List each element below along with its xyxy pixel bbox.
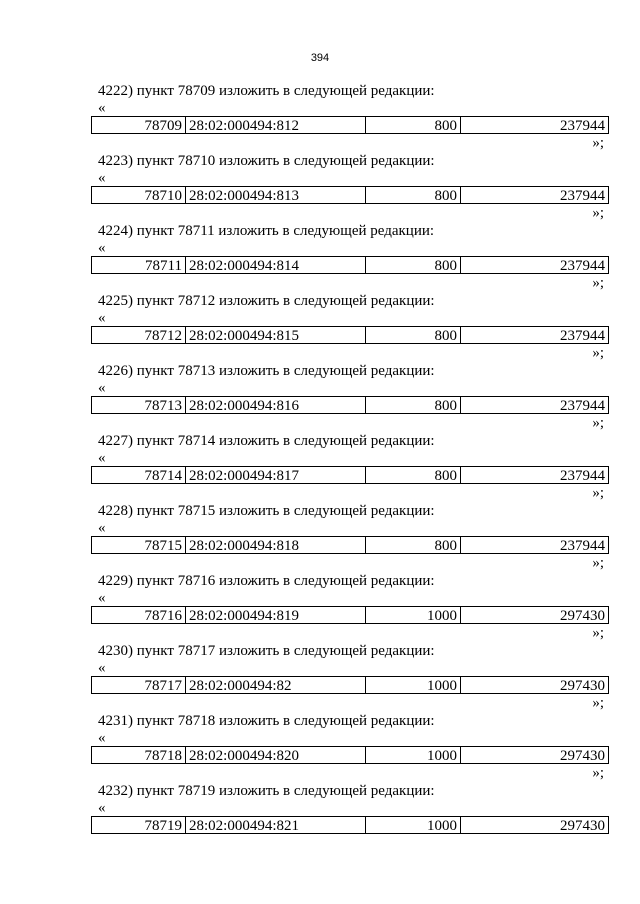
amendment-heading: 4229) пункт 78716 изложить в следующей редакции: <box>98 573 435 589</box>
item-number-cell: 78710 <box>92 187 186 203</box>
amendment-entry <box>0 82 640 152</box>
area-cell: 800 <box>366 187 461 203</box>
amendment-entry <box>0 432 640 502</box>
table-row <box>91 676 609 694</box>
cadastral-number-cell: 28:02:000494:821 <box>186 817 366 833</box>
closing-quote: »; <box>592 555 604 571</box>
area-cell: 1000 <box>366 747 461 763</box>
opening-quote: « <box>98 660 106 676</box>
value-cell: 297430 <box>560 818 605 833</box>
amendment-entry <box>0 502 640 572</box>
area-cell: 1000 <box>366 677 461 693</box>
closing-quote: »; <box>592 625 604 641</box>
cadastral-number-cell: 28:02:000494:814 <box>186 257 366 273</box>
table-row <box>91 536 609 554</box>
closing-quote: »; <box>592 135 604 151</box>
value-cell: 297430 <box>560 678 605 693</box>
closing-quote: »; <box>592 205 604 221</box>
amendment-entry <box>0 152 640 222</box>
amendment-entry <box>0 362 640 432</box>
amendment-entry <box>0 782 640 852</box>
opening-quote: « <box>98 240 106 256</box>
value-cell: 237944 <box>560 118 605 133</box>
value-cell: 237944 <box>560 468 605 483</box>
amendment-list <box>0 82 640 852</box>
value-cell: 237944 <box>560 258 605 273</box>
opening-quote: « <box>98 590 106 606</box>
amendment-entry <box>0 712 640 782</box>
amendment-heading: 4228) пункт 78715 изложить в следующей редакции: <box>98 503 435 519</box>
amendment-heading: 4225) пункт 78712 изложить в следующей редакции: <box>98 293 435 309</box>
value-cell: 237944 <box>560 328 605 343</box>
page-number: 394 <box>310 52 330 64</box>
area-cell: 800 <box>366 117 461 133</box>
table-row <box>91 116 609 134</box>
area-cell: 1000 <box>366 607 461 623</box>
opening-quote: « <box>98 380 106 396</box>
cadastral-number-cell: 28:02:000494:82 <box>186 677 366 693</box>
amendment-heading: 4222) пункт 78709 изложить в следующей редакции: <box>98 83 435 99</box>
cadastral-number-cell: 28:02:000494:818 <box>186 537 366 553</box>
opening-quote: « <box>98 730 106 746</box>
item-number-cell: 78716 <box>92 607 186 623</box>
closing-quote: »; <box>592 275 604 291</box>
value-cell: 237944 <box>560 538 605 553</box>
table-row <box>91 396 609 414</box>
table-row <box>91 606 609 624</box>
amendment-entry <box>0 292 640 362</box>
item-number-cell: 78712 <box>92 327 186 343</box>
amendment-heading: 4224) пункт 78711 изложить в следующей редакции: <box>98 223 435 239</box>
amendment-heading: 4223) пункт 78710 изложить в следующей редакции: <box>98 153 435 169</box>
item-number-cell: 78717 <box>92 677 186 693</box>
value-cell: 237944 <box>560 398 605 413</box>
cadastral-number-cell: 28:02:000494:820 <box>186 747 366 763</box>
cadastral-number-cell: 28:02:000494:815 <box>186 327 366 343</box>
item-number-cell: 78715 <box>92 537 186 553</box>
table-row <box>91 186 609 204</box>
cadastral-number-cell: 28:02:000494:817 <box>186 467 366 483</box>
item-number-cell: 78713 <box>92 397 186 413</box>
cadastral-number-cell: 28:02:000494:816 <box>186 397 366 413</box>
cadastral-number-cell: 28:02:000494:812 <box>186 117 366 133</box>
amendment-entry <box>0 222 640 292</box>
table-row <box>91 746 609 764</box>
amendment-entry <box>0 572 640 642</box>
opening-quote: « <box>98 170 106 186</box>
item-number-cell: 78709 <box>92 117 186 133</box>
opening-quote: « <box>98 520 106 536</box>
opening-quote: « <box>98 800 106 816</box>
closing-quote: »; <box>592 345 604 361</box>
opening-quote: « <box>98 450 106 466</box>
value-cell: 297430 <box>560 748 605 763</box>
amendment-heading: 4231) пункт 78718 изложить в следующей редакции: <box>98 713 435 729</box>
area-cell: 800 <box>366 327 461 343</box>
amendment-heading: 4230) пункт 78717 изложить в следующей редакции: <box>98 643 435 659</box>
item-number-cell: 78718 <box>92 747 186 763</box>
area-cell: 800 <box>366 467 461 483</box>
item-number-cell: 78719 <box>92 817 186 833</box>
area-cell: 800 <box>366 537 461 553</box>
area-cell: 800 <box>366 257 461 273</box>
closing-quote: »; <box>592 415 604 431</box>
value-cell: 237944 <box>560 188 605 203</box>
opening-quote: « <box>98 100 106 116</box>
item-number-cell: 78714 <box>92 467 186 483</box>
value-cell: 297430 <box>560 608 605 623</box>
amendment-entry <box>0 642 640 712</box>
closing-quote: »; <box>592 765 604 781</box>
closing-quote: »; <box>592 485 604 501</box>
amendment-heading: 4232) пункт 78719 изложить в следующей редакции: <box>98 783 435 799</box>
table-row <box>91 466 609 484</box>
amendment-heading: 4226) пункт 78713 изложить в следующей редакции: <box>98 363 435 379</box>
area-cell: 1000 <box>366 817 461 833</box>
table-row <box>91 816 609 834</box>
table-row <box>91 326 609 344</box>
table-row <box>91 256 609 274</box>
opening-quote: « <box>98 310 106 326</box>
area-cell: 800 <box>366 397 461 413</box>
cadastral-number-cell: 28:02:000494:813 <box>186 187 366 203</box>
amendment-heading: 4227) пункт 78714 изложить в следующей редакции: <box>98 433 435 449</box>
cadastral-number-cell: 28:02:000494:819 <box>186 607 366 623</box>
item-number-cell: 78711 <box>92 257 186 273</box>
closing-quote: »; <box>592 695 604 711</box>
